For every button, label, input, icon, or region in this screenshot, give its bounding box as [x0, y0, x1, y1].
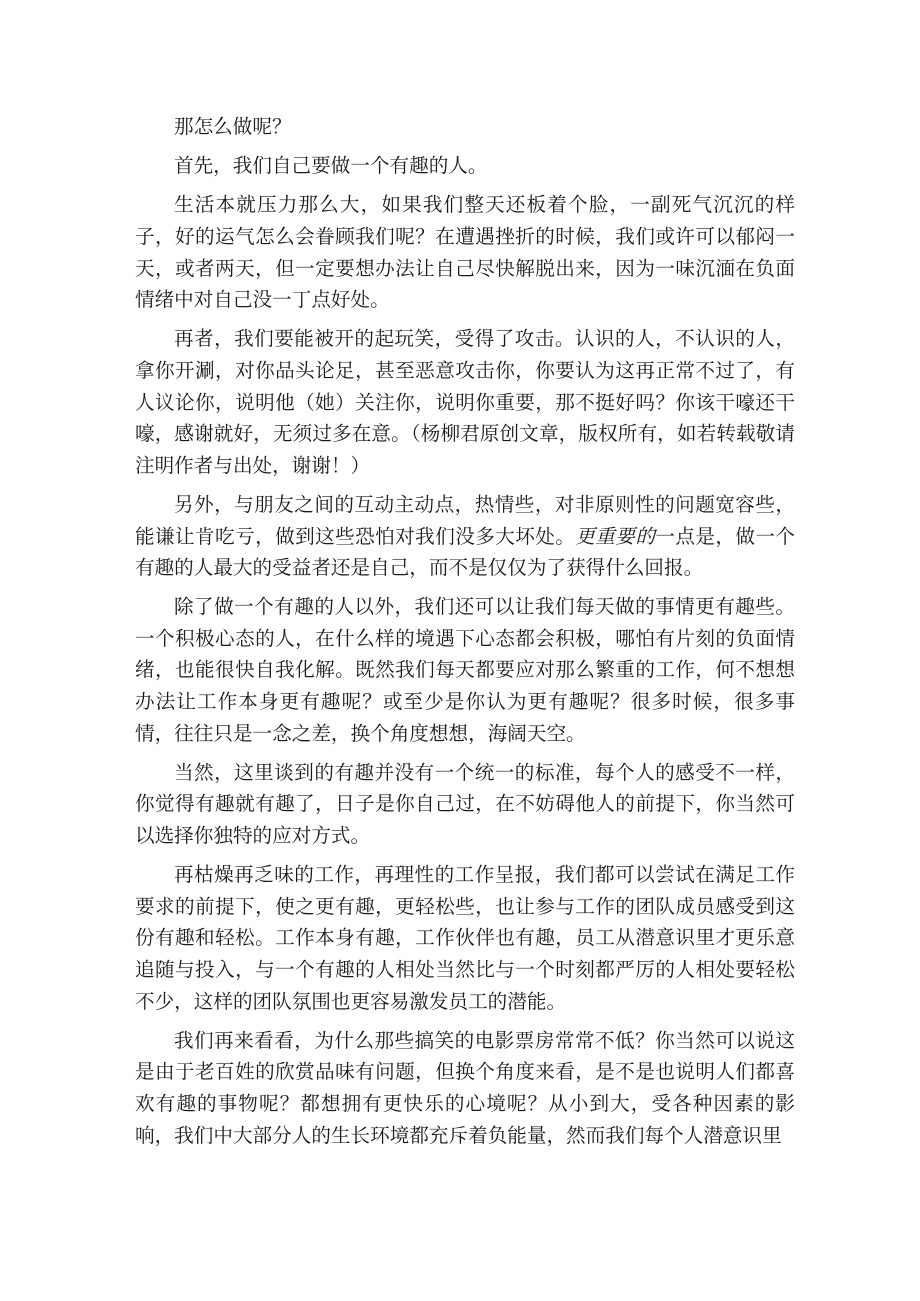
paragraph-no-standard: 当然，这里谈到的有趣并没有一个统一的标准，每个人的感受不一样，你觉得有趣就有趣了，日子是你自己过，在不妨碍他人的前提下，你当然可以选择你独特的应对方式。: [135, 760, 795, 848]
document-body: [135, 111, 795, 1159]
paragraph-take-jokes: 再者，我们要能被开的起玩笑，受得了攻击。认识的人，不认识的人，拿你开涮，对你品头论足，甚至恶意攻击你，你要认为这再正常不过了，有人议论你，说明他（她）关注你，说明你重要，那不挺好吗？你该干嚎还干嚎，感谢就好，无须过多在意。（杨柳君原创文章，版权所有，如若转载敬请注明作者与出处，谢谢！）: [135, 327, 795, 477]
paragraph-how-to: 那怎么做呢？: [174, 115, 292, 138]
emphasis-more-important: 更重要的: [575, 524, 656, 548]
paragraph-friends-before: 另外，与朋友之间的互动主动点，热情些，对非原则性的问题宽容些，能谦让肯吃亏，做到这些恐怕对我们没多大坏处。: [135, 492, 795, 548]
paragraph-make-work-fun: 除了做一个有趣的人以外，我们还可以让我们每天做的事情更有趣些。一个积极心态的人，在什么样的境遇下心态都会积极，哪怕有片刻的负面情绪，也能很快自我化解。既然我们每天都要应对那么繁重的工作，何不想想办法让工作本身更有趣呢？或至少是你认为更有趣呢？很多时候，很多事情，往往只是一念之差，换个角度想想，海阔天空。: [135, 595, 795, 745]
paragraph-first-be-fun: 首先，我们自己要做一个有趣的人。: [174, 154, 488, 178]
paragraph-life-pressure: 生活本就压力那么大，如果我们整天还板着个脸，一副死气沉沉的样子，好的运气怎么会眷顾我们呢？在遭遇挫折的时候，我们或许可以郁闷一天，或者两天，但一定要想办法让自己尽快解脱出来，因为一味沉湎在负面情绪中对自己没一丁点好处。: [135, 193, 795, 312]
paragraph-comedy-films: 我们再来看看，为什么那些搞笑的电影票房常常不低？你当然可以说这是由于老百姓的欣赏品味有问题，但换个角度来看，是不是也说明人们都喜欢有趣的事物呢？都想拥有更快乐的心境呢？从小到大，受各种因素的影响，我们中大部分人的生长环境都充斥着负能量，然而我们每个人潜意识里: [135, 1028, 795, 1147]
paragraph-friends-after: 一点是，做一个有趣的人最大的受益者还是自己，而不是仅仅为了获得什么回报。: [135, 524, 796, 580]
paragraph-interact-friends: [135, 489, 795, 584]
paragraph-boring-work: 再枯燥再乏味的工作，再理性的工作呈报，我们都可以尝试在满足工作要求的前提下，使之更有趣，更轻松些，也让参与工作的团队成员感受到这份有趣和轻松。工作本身有趣，工作伙伴也有趣，员工从潜意识里才更乐意追随与投入，与一个有趣的人相处当然比与一个时刻都严厉的人相处要轻松不少，这样的团队氛围也更容易激发员工的潜能。: [135, 863, 795, 1013]
